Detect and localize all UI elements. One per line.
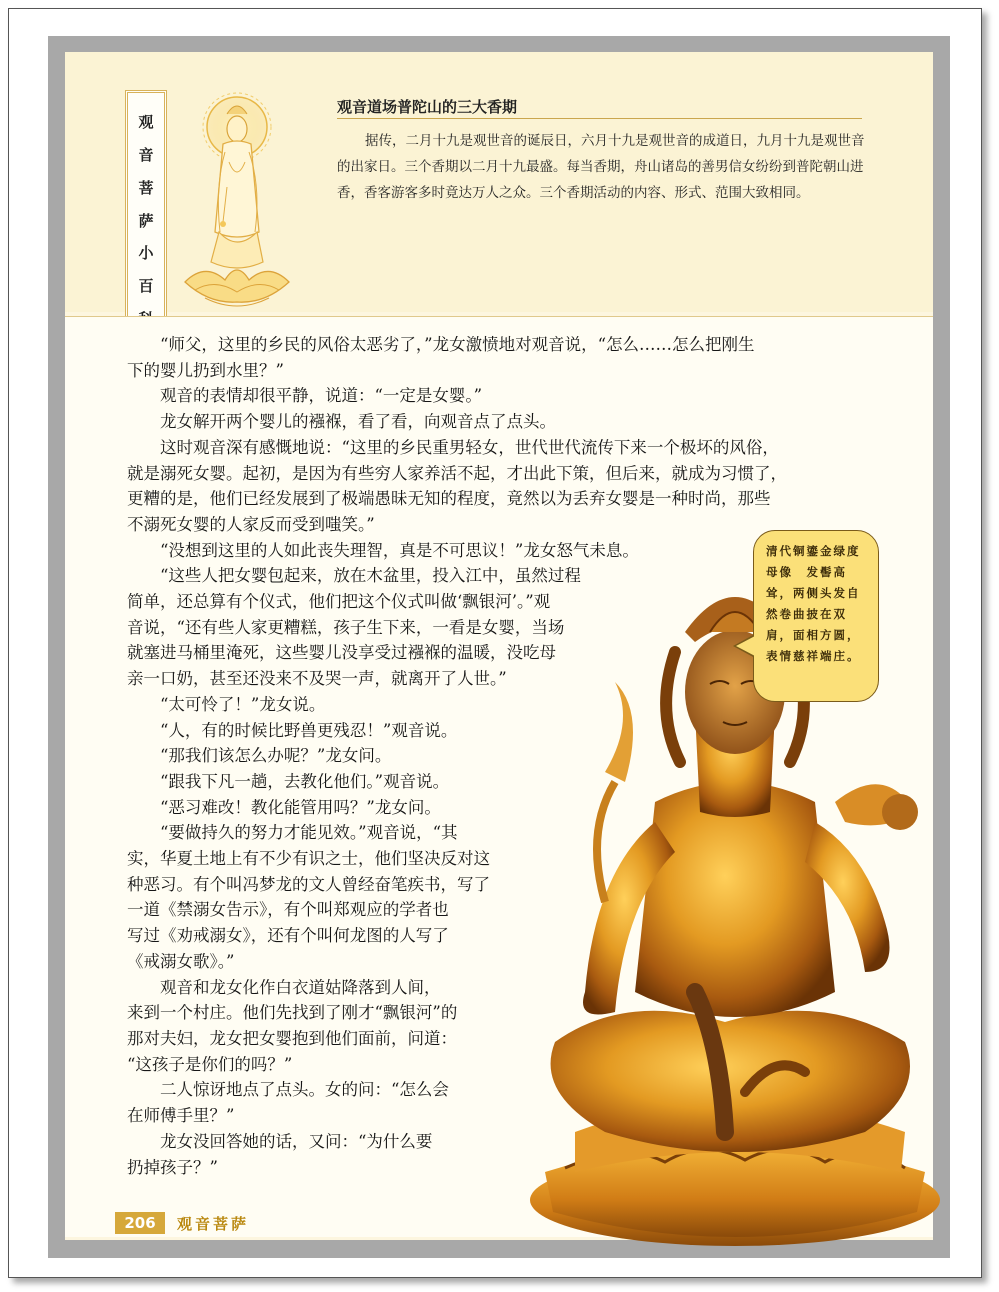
vertical-title-char: 观	[138, 112, 154, 131]
story-line: 在师傅手里？”	[127, 1106, 235, 1126]
story-line: 龙女没回答她的话，又问：“为什么要	[160, 1131, 433, 1151]
story-line: 不溺死女婴的人家反而受到嗤笑。”	[127, 514, 375, 534]
story-line: “这些人把女婴包起来，放在木盆里，投入江中，虽然过程	[160, 566, 581, 586]
vertical-title-char: 小	[138, 244, 154, 263]
callout-tail-fill	[736, 636, 755, 656]
story-line: 亲一口奶，甚至还没来不及哭一声，就离开了人世。”	[127, 669, 507, 689]
story-line: “那我们该怎么办呢？”龙女问。	[160, 746, 392, 766]
vertical-title-char: 百	[138, 277, 154, 296]
vertical-title-char: 萨	[138, 211, 154, 230]
story-line: 这时观音深有感慨地说：“这里的乡民重男轻女，世代世代流传下来一个极坏的风俗，	[160, 437, 779, 457]
story-line: 观音和龙女化作白衣道姑降落到人间，	[160, 977, 441, 997]
story-line: “这孩子是你们的吗？”	[127, 1054, 293, 1074]
vertical-title-char: 音	[138, 145, 154, 164]
caption-text: 清代铜鎏金绿度母像 发髻高耸，两侧头发自然卷曲披在双肩，面相方圆，表情慈祥端庄。	[766, 544, 861, 663]
story-line: 一道《禁溺女告示》，有个叫郑观应的学者也	[127, 900, 449, 920]
story-line: 简单，还总算有个仪式，他们把这个仪式叫做‘飘银河’。”观	[127, 592, 551, 612]
story-line: 观音的表情却很平静，说道：“一定是女婴。”	[160, 386, 483, 406]
book-page	[65, 52, 933, 1240]
story-line: 《戒溺女歌》。”	[127, 951, 235, 971]
story-line: “师父，这里的乡民的风俗太恶劣了，”龙女激愤地对观音说，“怎么……怎么把刚生	[160, 335, 755, 354]
vertical-title-char: 菩	[138, 178, 154, 197]
guanyin-line-art	[165, 92, 310, 317]
story-line: “恶习难改！教化能管用吗？”龙女问。	[160, 797, 441, 817]
story-line: 龙女解开两个婴儿的襁褓，看了看，向观音点了点头。	[160, 412, 556, 432]
story-line: 就是溺死女婴。起初，是因为有些穷人家养活不起，才出此下策，但后来，就成为习惯了，	[127, 463, 787, 483]
story-line: “要做持久的努力才能见效。”观音说，“其	[160, 823, 458, 843]
story-line: “没想到这里的人如此丧失理智，真是不可思议！”龙女怒气未息。	[160, 540, 639, 560]
story-line: 来到一个村庄。他们先找到了刚才“飘银河”的	[127, 1003, 458, 1023]
story-line: 音说，“还有些人家更糟糕，孩子生下来，一看是女婴，当场	[127, 617, 565, 637]
story-line: “太可怜了！”龙女说。	[160, 694, 326, 714]
caption-callout	[753, 530, 879, 702]
story-line: 扔掉孩子？”	[127, 1157, 218, 1177]
story-line: 更糟的是，他们已经发展到了极端愚昧无知的程度，竟然以为丢弃女婴是一种时尚，那些	[127, 489, 771, 509]
tip-title: 观音道场普陀山的三大香期	[337, 98, 518, 116]
vertical-section-title	[125, 90, 167, 350]
story-line: 就塞进马桶里淹死，这些婴儿没享受过襁褓的温暖，没吃母	[127, 643, 556, 663]
story-line: 二人惊讶地点了点头。女的问：“怎么会	[160, 1080, 449, 1100]
story-line: 那对夫妇，龙女把女婴抱到他们面前，问道：	[127, 1028, 457, 1048]
story-line: 种恶习。有个叫冯梦龙的文人曾经奋笔疾书，写了	[127, 874, 490, 894]
story-line: 实，华夏土地上有不少有识之士，他们坚决反对这	[127, 849, 490, 869]
story-line: “跟我下凡一趟，去教化他们。”观音说。	[160, 771, 450, 791]
story-line: 下的婴儿扔到水里？”	[127, 360, 284, 380]
story-line: 写过《劝戒溺女》，还有个叫何龙图的人写了	[127, 926, 449, 946]
running-footer-title: 观音菩萨	[177, 1215, 250, 1233]
story-text	[127, 332, 787, 1180]
page-number: 206	[115, 1212, 165, 1234]
tip-body: 据传，二月十九是观世音的诞辰日，六月十九是观世音的成道日，九月十九是观世音的出家日。三个香期以二月十九最盛。每当香期，舟山诸岛的善男信女纷纷到普陀朝山进香，香客游客多时竟达万人之众。三个香期活动的内容、形式、范围大致相同。	[337, 133, 865, 201]
story-line: “人，有的时候比野兽更残忍！”观音说。	[160, 720, 458, 740]
tip-divider	[337, 118, 862, 119]
